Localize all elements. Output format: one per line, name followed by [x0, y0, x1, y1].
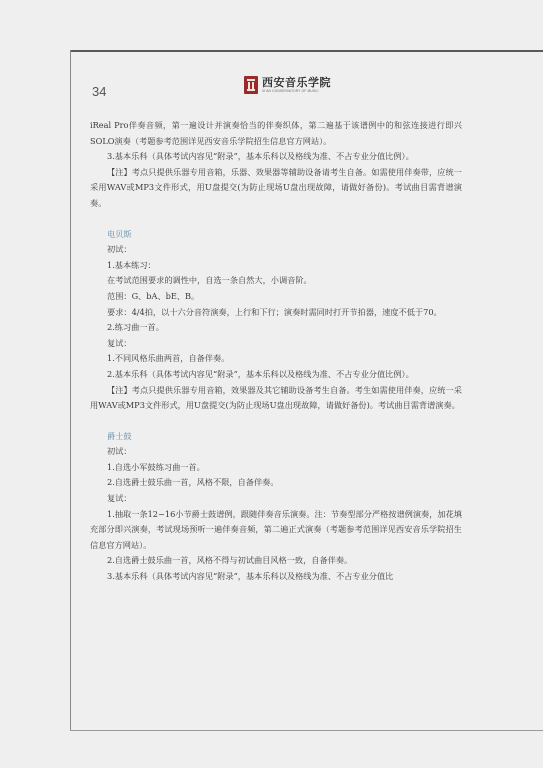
left-rule: [70, 50, 71, 730]
list-item: 2.基本乐科（具体考试内容见“附录”，基本乐科以及格线为准、不占专业分值比例）。: [107, 368, 414, 379]
section-title-drums: 爵士鼓: [107, 430, 132, 441]
logo-english-name: XI'AN CONSERVATORY OF MUSIC: [262, 89, 319, 93]
conservatory-logo: [244, 76, 331, 94]
list-item: 1.自选小军鼓练习曲一首。: [107, 461, 205, 472]
list-item: 2.自选爵士鼓乐曲一首，风格不得与初试曲目风格一致，自备伴奏。: [107, 555, 353, 566]
list-item: 初试：: [107, 446, 132, 457]
list-item: 复试：: [107, 493, 132, 504]
page-number: 34: [92, 84, 107, 99]
list-item: 1.抽取一条12~16小节爵士鼓谱例，跟随伴奏音乐演奏。注：节奏型部分严格按谱例演奏，加花填充部分即兴演奏，考试现场预听一遍伴奏音频，第二遍正式演奏（考题参考范围详见西安音乐学院招生信息官方网站）。: [90, 508, 462, 550]
top-rule: [70, 50, 543, 52]
list-item: 在考试范围要求的调性中，自选一条自然大，小调音阶。: [107, 275, 312, 286]
list-item: 范围：G、bA、bE、B。: [107, 290, 200, 301]
note-paragraph: 【注】考点只提供乐器专用音箱，乐器、效果器等辅助设备请考生自备。如需使用伴奏带，应统一采用WAV或MP3文件形式，用U盘提交(为防止现场U盘出现故障，请做好备份)。考试曲目需背谱演奏。: [90, 166, 462, 208]
main-content: [90, 118, 462, 585]
list-item: 2.自选爵士鼓乐曲一首，风格不限，自备伴奏。: [107, 477, 279, 488]
paragraph: iReal Pro伴奏音频，第一遍设计并演奏恰当的伴奏织体，第二遍基于该谱例中的和弦连接进行即兴SOLO演奏（考题参考范围详见西安音乐学院招生信息官方网站）。: [90, 120, 462, 146]
paragraph: 3.基本乐科（具体考试内容见“附录”，基本乐科以及格线为准、不占专业分值比例）。: [107, 151, 414, 162]
seal-icon: [244, 76, 258, 94]
list-item: 1.基本练习：: [107, 259, 156, 270]
list-item: 2.练习曲一首。: [107, 322, 164, 333]
bottom-rule: [70, 730, 543, 731]
list-item: 1.不同风格乐曲两首，自备伴奏。: [107, 353, 230, 364]
list-item: 要求：4/4拍，以十六分音符演奏，上行和下行；演奏时需同时打开节拍器，速度不低于70。: [107, 306, 442, 317]
logo-chinese-name: 西安音乐学院: [262, 76, 331, 89]
list-item: 3.基本乐科（具体考试内容见“附录”，基本乐科以及格线为准、不占专业分值比: [107, 571, 394, 582]
section-title-bass: 电贝斯: [107, 228, 132, 239]
list-item: 复试：: [107, 337, 132, 348]
list-item: 初试：: [107, 244, 132, 255]
note-paragraph: 【注】考点只提供乐器专用音箱，效果器及其它辅助设备考生自备。考生如需使用伴奏，应统一采用WAV或MP3文件形式，用U盘提交(为防止现场U盘出现故障，请做好备份)。考试曲目需背谱演奏。: [90, 384, 462, 411]
